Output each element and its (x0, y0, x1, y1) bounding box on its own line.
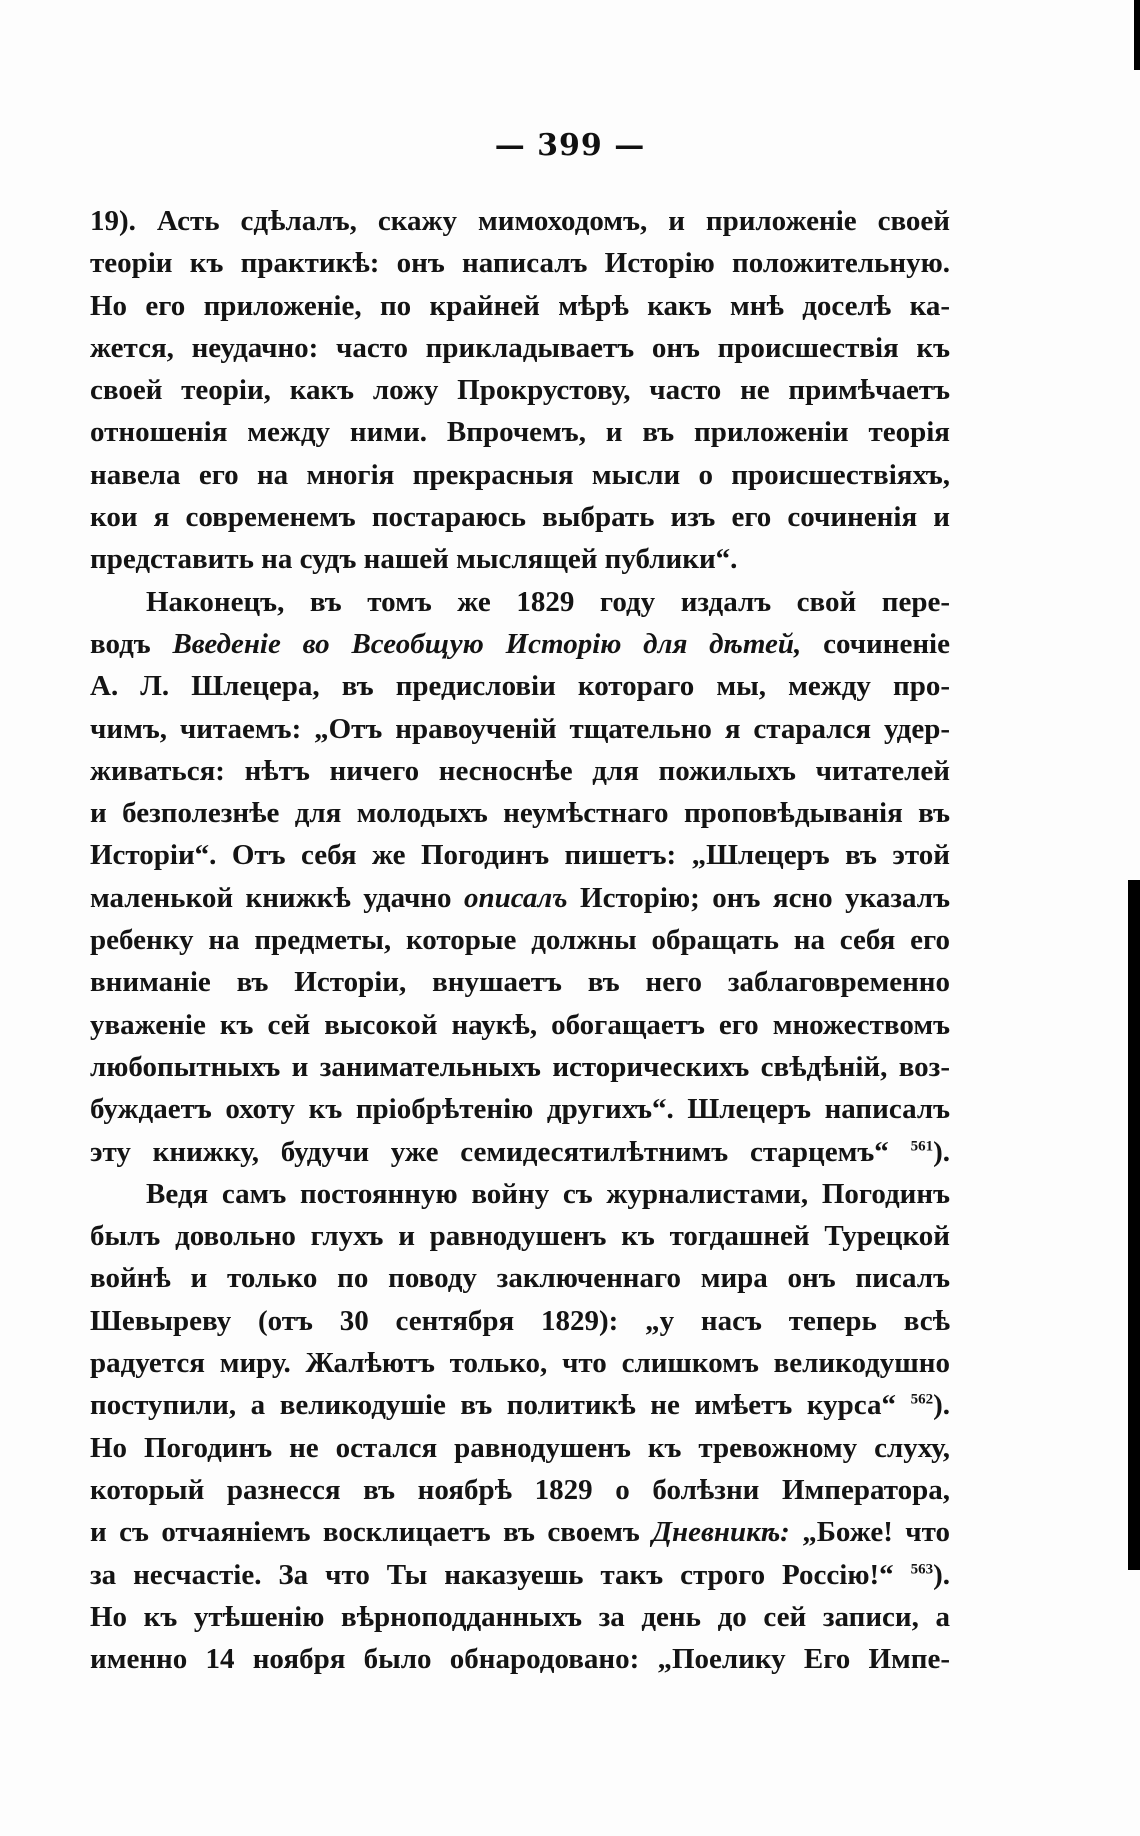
text-line (90, 877, 950, 919)
line-text: жется, неудачно: часто прикладываетъ онъ происшествія къ (90, 331, 950, 364)
line-text: живаться: нѣтъ ничего несноснѣе для пожилыхъ читателей (90, 754, 950, 787)
text-line (90, 708, 950, 750)
line-text: Наконецъ, въ томъ же 1829 году издалъ свой пере- (146, 585, 950, 618)
text-line (90, 285, 950, 327)
line-text: войнѣ и только по поводу заключеннаго мира онъ писалъ (90, 1262, 950, 1295)
line-text: поступили, а великодушіе въ политикѣ не имѣетъ курса“ (90, 1389, 911, 1422)
italic-text: Дневникѣ: (652, 1516, 790, 1549)
text-line (90, 750, 950, 792)
line-text: навела его на многія прекрасныя мысли о происшествіяхъ, (90, 458, 950, 491)
text-line (90, 1384, 950, 1426)
paragraph (90, 200, 950, 581)
text-line (90, 1638, 950, 1680)
line-text: А. Л. Шлецера, въ предисловіи котораго мы, между про- (90, 670, 950, 703)
line-text: Но къ утѣшенію вѣрноподданныхъ за день до сей записи, а (90, 1600, 950, 1633)
line-text: ). (933, 1558, 950, 1591)
line-text: чимъ, читаемъ: „Отъ нравоученій тщательно я старался удер- (90, 712, 950, 745)
line-text: Ведя самъ постоянную войну съ журналистами, Погодинъ (146, 1177, 950, 1210)
body-text (90, 200, 950, 1680)
text-line (90, 1131, 950, 1173)
text-line (90, 623, 950, 665)
text-line (90, 369, 950, 411)
text-line (90, 581, 950, 623)
text-line (90, 1257, 950, 1299)
line-text: радуется миру. Жалѣютъ только, что слишкомъ великодушно (90, 1347, 950, 1380)
line-text: ). (933, 1135, 950, 1168)
text-line (90, 496, 950, 538)
paragraph (90, 1173, 950, 1681)
line-text: Шевыреву (отъ 30 сентября 1829): „у насъ теперь всѣ (90, 1304, 950, 1337)
text-line (90, 1596, 950, 1638)
text-line (90, 834, 950, 876)
line-text: маленькой книжкѣ удачно (90, 881, 464, 914)
italic-text: описалъ (463, 881, 568, 914)
line-text: своей теоріи, какъ ложу Прокрустову, часто не примѣчаетъ (90, 374, 950, 407)
line-text: отношенія между ними. Впрочемъ, и въ приложеніи теорія (90, 416, 950, 449)
line-text: буждаетъ охоту къ пріобрѣтенію другихъ“. Шлецеръ написалъ (90, 1093, 950, 1126)
line-text: былъ довольно глухъ и равнодушенъ къ тогдашней Турецкой (90, 1220, 950, 1253)
text-line (90, 665, 950, 707)
line-text: вниманіе въ Исторіи, внушаетъ въ него заблаговременно (90, 966, 950, 999)
line-text: Но его приложеніе, по крайней мѣрѣ какъ мнѣ доселѣ ка- (90, 289, 950, 322)
scan-edge-mark (1128, 880, 1140, 1570)
line-text: „Боже! что (789, 1516, 950, 1549)
line-text: за несчастіе. За что Ты наказуешь такъ строго Россію!“ (90, 1558, 911, 1591)
text-line (90, 919, 950, 961)
text-line (90, 1469, 950, 1511)
text-line (90, 454, 950, 496)
line-text: кои я современемъ постараюсь выбрать изъ его сочиненія и (90, 501, 950, 534)
line-text: именно 14 ноября было обнародовано: „Поелику Его Импе- (90, 1643, 950, 1676)
text-line (90, 792, 950, 834)
footnote-ref: 563 (910, 1560, 934, 1577)
line-text: уваженіе къ сей высокой наукѣ, обогащаетъ его множествомъ (90, 1008, 950, 1041)
line-text: сочиненіе (801, 627, 950, 660)
text-line (90, 242, 950, 284)
line-text: ). (933, 1389, 950, 1422)
scan-edge-mark (1134, 0, 1140, 70)
line-text: Исторію; онъ ясно указалъ (567, 881, 950, 914)
line-text: водъ (90, 627, 173, 660)
text-line (90, 1004, 950, 1046)
text-line (90, 327, 950, 369)
line-text: Но Погодинъ не остался равнодушенъ къ тревожному слуху, (90, 1431, 950, 1464)
text-line (90, 1511, 950, 1553)
line-text: Исторіи“. Отъ себя же Погодинъ пишетъ: „Шлецеръ въ этой (90, 839, 950, 872)
line-text: и безполезнѣе для молодыхъ неумѣстнаго проповѣдыванія въ (90, 797, 950, 830)
italic-text: Введеніе во Всеобщую Исторію для дѣтей, (172, 627, 802, 660)
text-line (90, 1088, 950, 1130)
text-line (90, 1554, 950, 1596)
text-line (90, 961, 950, 1003)
text-line (90, 1342, 950, 1384)
text-line (90, 1300, 950, 1342)
paragraph (90, 581, 950, 1173)
line-text: представить на судъ нашей мыслящей публики“. (90, 543, 738, 576)
line-text: эту книжку, будучи уже семидесятилѣтнимъ старцемъ“ (90, 1135, 911, 1168)
line-text: который разнесся въ ноябрѣ 1829 о болѣзни Императора, (90, 1473, 950, 1506)
footnote-ref: 562 (910, 1391, 934, 1408)
text-line (90, 1427, 950, 1469)
footnote-ref: 561 (910, 1137, 934, 1154)
text-line (90, 538, 950, 580)
text-line (90, 411, 950, 453)
line-text: любопытныхъ и занимательныхъ историческихъ свѣдѣній, воз- (90, 1050, 950, 1083)
text-line (90, 1173, 950, 1215)
line-text: ребенку на предметы, которые должны обращать на себя его (90, 924, 950, 957)
line-text: теоріи къ практикѣ: онъ написалъ Исторію положительную. (90, 247, 950, 280)
page-number: — 399 — (494, 128, 646, 163)
line-text: 19). Асть сдѣлалъ, скажу мимоходомъ, и приложеніе своей (90, 205, 950, 237)
text-line (90, 1215, 950, 1257)
text-line (90, 200, 950, 242)
line-text: и съ отчаяніемъ восклицаетъ въ своемъ (90, 1516, 653, 1549)
text-line (90, 1046, 950, 1088)
